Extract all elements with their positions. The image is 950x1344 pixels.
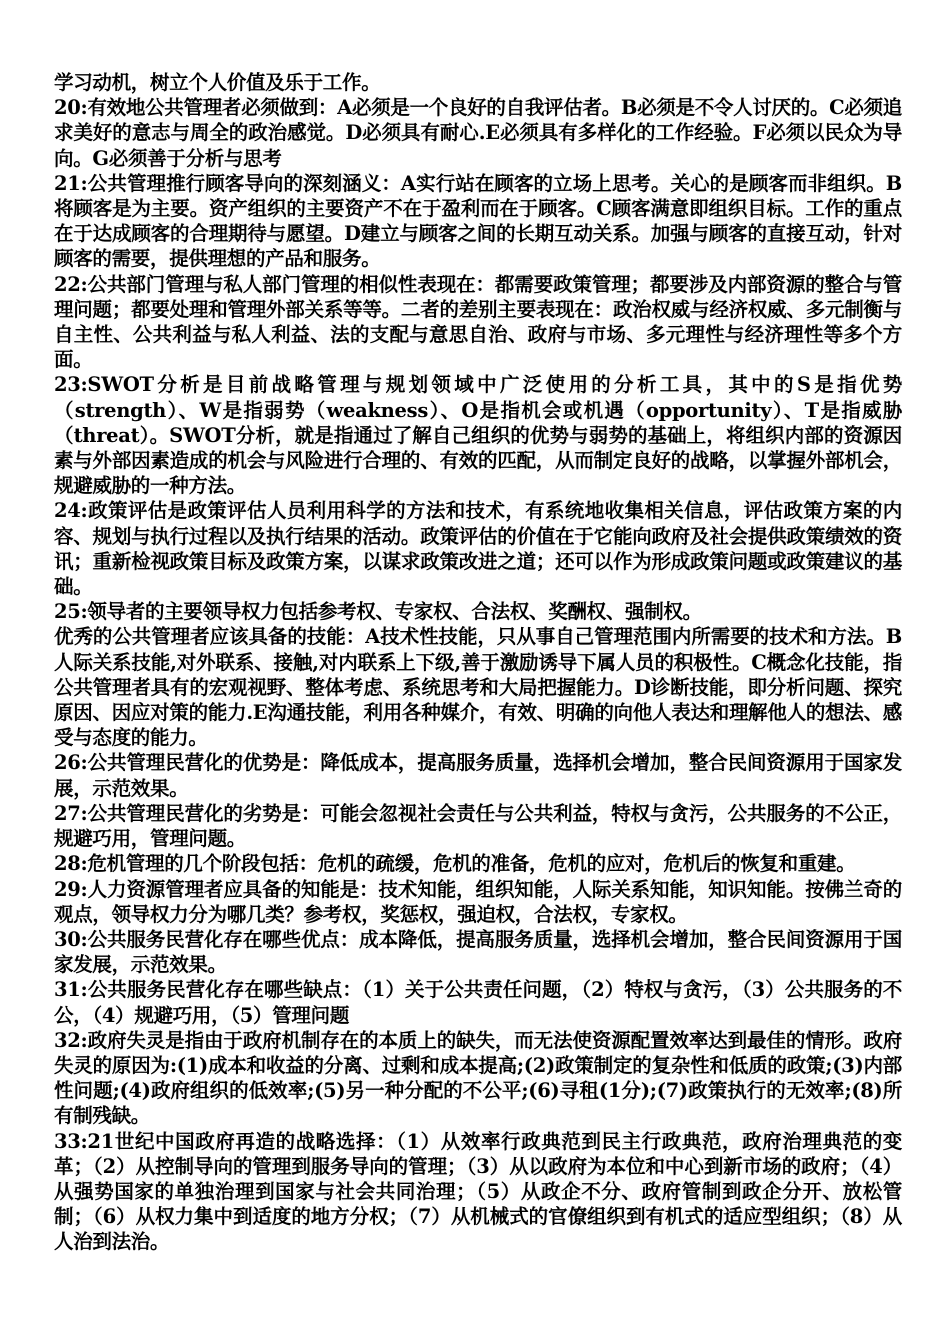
paragraph-20: 20:有效地公共管理者必须做到：A必须是一个良好的自我评估者。B必须是不令人讨厌的。C必须追求美好的意志与周全的政治感觉。D必须具有耐心.E必须具有多样化的工作经验。F必须以民众为导向。G必须善于分析与思考: [54, 96, 902, 170]
paragraph-27: 27:公共管理民营化的劣势是：可能会忽视社会责任与公共利益，特权与贪污，公共服务的不公正，规避巧用，管理问题。: [54, 801, 902, 851]
paragraph-29: 29:人力资源管理者应具备的知能是：技术知能，组织知能，人际关系知能，知识知能。按佛兰奇的观点，领导权力分为哪几类？参考权，奖惩权，强迫权，合法权，专家权。: [54, 877, 902, 926]
paragraph-30: 30:公共服务民营化存在哪些优点：成本降低，提高服务质量，选择机会增加，整合民间资源用于国家发展，示范效果。: [54, 927, 902, 977]
paragraph-28: 28:危机管理的几个阶段包括：危机的疏缓，危机的准备，危机的应对，危机后的恢复和重建。: [54, 852, 856, 876]
paragraph-31: 31:公共服务民营化存在哪些缺点：（1）关于公共责任问题，（2）特权与贪污，（3）公共服务的不公，（4）规避巧用，（5）管理问题: [54, 978, 902, 1027]
paragraph-33: 33:21世纪中国政府再造的战略选择：（1）从效率行政典范到民主行政典范，政府治理典范的变革；（2）从控制导向的管理到服务导向的管理；（3）从以政府为本位和中心到新市场的政府；（4）从强势国家的单独治理到国家与社会共同治理；（5）从政企不分、政府管制到政企分开、放松管制；（6）从权力集中到适度的地方分权；（7）从机械式的官僚组织到有机式的适应型组织；（8）从人治到法治。: [54, 1129, 902, 1254]
document-body: [54, 70, 902, 1255]
paragraph-22: 22:公共部门管理与私人部门管理的相似性表现在：都需要政策管理；都要涉及内部资源的整合与管理问题；都要处理和管理外部关系等等。二者的差别主要表现在：政治权威与经济权威、多元制衡与自主性、公共利益与私人利益、法的支配与意思自治、政府与市场、多元理性与经济理性等多个方面。: [54, 272, 902, 372]
paragraph-intro: 学习动机，树立个人价值及乐于工作。: [54, 71, 381, 94]
paragraph-26: 26:公共管理民营化的优势是：降低成本，提高服务质量，选择机会增加，整合民间资源用于国家发展，示范效果。: [54, 751, 902, 800]
paragraph-21: 21:公共管理推行顾客导向的深刻涵义：A实行站在顾客的立场上思考。关心的是顾客而非组织。B将顾客是为主要。资产组织的主要资产不在于盈利而在于顾客。C顾客满意即组织目标。工作的重点在于达成顾客的合理期待与愿望。D建立与顾客之间的长期互动关系。加强与顾客的直接互动，针对顾客的需要，提供理想的产品和服务。: [54, 171, 902, 271]
paragraph-32: 32:政府失灵是指由于政府机制存在的本质上的缺失，而无法使资源配置效率达到最佳的情形。政府失灵的原因为:(1)成本和收益的分离、过剩和成本提高;(2)政策制定的复杂性和低质的政策;(3)内部性问题;(4)政府组织的低效率;(5)另一种分配的不公平;(6)寻租(1分);(7)政策执行的无效率;(8)所有制残缺。: [54, 1028, 902, 1128]
paragraph-skills: 优秀的公共管理者应该具备的技能：A技术性技能，只从事自己管理范围内所需要的技术和方法。B人际关系技能,对外联系、接触,对内联系上下级,善于激励诱导下属人员的积极性。C概念化技能，指公共管理者具有的宏观视野、整体考虑、系统思考和大局把握能力。D诊断技能，即分析问题、探究原因、因应对策的能力.E沟通技能，利用各种媒介，有效、明确的向他人表达和理解他人的想法、感受与态度的能力。: [54, 625, 902, 750]
paragraph-23: 23:SWOT分析是目前战略管理与规划领域中广泛使用的分析工具，其中的S是指优势（strength）、W是指弱势（weakness）、O是指机会或机遇（opportunity）、T是指威胁（threat）。SWOT分析，就是指通过了解自己组织的优势与弱势的基础上，将组织内部的资源因素与外部因素造成的机会与风险进行合理的、有效的匹配，从而制定良好的战略，以掌握外部机会，规避威胁的一种方法。: [54, 373, 902, 498]
paragraph-25: 25:领导者的主要领导权力包括参考权、专家权、合法权、奖酬权、强制权。: [54, 600, 702, 624]
paragraph-24: 24:政策评估是政策评估人员利用科学的方法和技术，有系统地收集相关信息，评估政策方案的内容、规划与执行过程以及执行结果的活动。政策评估的价值在于它能向政府及社会提供政策绩效的资讯；重新检视政策目标及政策方案，以谋求政策改进之道；还可以作为形成政策问题或政策建议的基础。: [54, 499, 902, 599]
